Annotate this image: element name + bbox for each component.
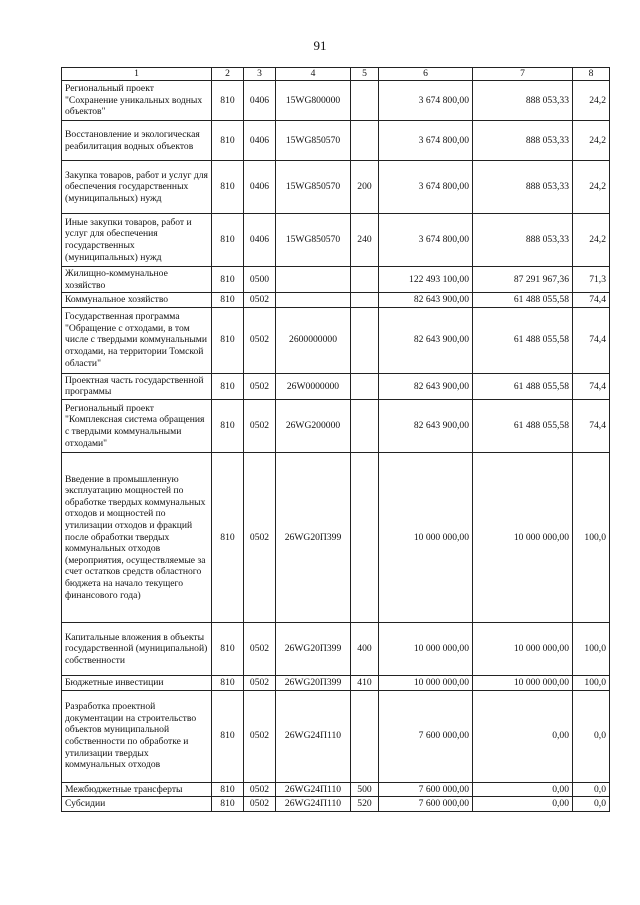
col-header-5: 5 [351,68,379,81]
col-header-6: 6 [379,68,473,81]
row-percent: 24,2 [573,161,610,214]
row-target-article [276,267,351,293]
col-header-3: 3 [244,68,276,81]
row-grbs-code: 810 [212,307,244,373]
row-name: Региональный проект "Комплексная система обращения с твердыми коммунальными отходами" [62,399,212,452]
table-row [62,373,610,399]
table-row [62,267,610,293]
col-header-1: 1 [62,68,212,81]
row-section-code: 0406 [244,214,276,267]
row-expense-type: 520 [351,797,379,812]
row-expense-type [351,452,379,622]
budget-table [61,67,610,812]
row-plan-amount: 3 674 800,00 [379,81,473,121]
col-header-4: 4 [276,68,351,81]
table-row [62,293,610,308]
row-fact-amount: 10 000 000,00 [473,452,573,622]
row-grbs-code: 810 [212,675,244,690]
row-name: Региональный проект "Сохранение уникальных водных объектов" [62,81,212,121]
header-row [62,68,610,81]
row-target-article: 26WG20П399 [276,452,351,622]
row-percent: 24,2 [573,214,610,267]
table-row [62,690,610,782]
row-fact-amount: 0,00 [473,797,573,812]
row-fact-amount: 10 000 000,00 [473,622,573,675]
row-percent: 24,2 [573,121,610,161]
row-name: Введение в промышленную эксплуатацию мощностей по обработке твердых коммунальных отходов и мощностей по утилизации отходов и фракций после обработки твердых коммунальных отходов (мероприятия, осуществляемые за счет остатков средств областного бюджета на начало текущего финансового года) [62,452,212,622]
row-fact-amount: 888 053,33 [473,214,573,267]
row-fact-amount: 61 488 055,58 [473,293,573,308]
row-name: Бюджетные инвестиции [62,675,212,690]
table-row [62,622,610,675]
row-percent: 0,0 [573,797,610,812]
row-target-article: 26WG24П110 [276,782,351,797]
row-target-article [276,293,351,308]
row-name: Государственная программа "Обращение с отходами, в том числе с твердыми коммунальными отходами, на территории Томской области" [62,307,212,373]
row-expense-type: 200 [351,161,379,214]
row-plan-amount: 3 674 800,00 [379,214,473,267]
row-target-article: 15WG800000 [276,81,351,121]
row-grbs-code: 810 [212,293,244,308]
row-target-article: 15WG850570 [276,121,351,161]
row-section-code: 0406 [244,161,276,214]
row-section-code: 0502 [244,399,276,452]
row-section-code: 0502 [244,293,276,308]
row-expense-type: 410 [351,675,379,690]
row-fact-amount: 888 053,33 [473,121,573,161]
row-grbs-code: 810 [212,267,244,293]
col-header-2: 2 [212,68,244,81]
row-section-code: 0502 [244,452,276,622]
row-plan-amount: 7 600 000,00 [379,797,473,812]
row-grbs-code: 810 [212,452,244,622]
table-row [62,214,610,267]
row-expense-type [351,373,379,399]
row-percent: 74,4 [573,307,610,373]
row-target-article: 26WG200000 [276,399,351,452]
row-section-code: 0502 [244,797,276,812]
row-plan-amount: 7 600 000,00 [379,782,473,797]
row-percent: 100,0 [573,622,610,675]
row-percent: 74,4 [573,293,610,308]
row-percent: 74,4 [573,399,610,452]
row-fact-amount: 0,00 [473,782,573,797]
table-row [62,161,610,214]
col-header-8: 8 [573,68,610,81]
row-percent: 24,2 [573,81,610,121]
row-target-article: 26W0000000 [276,373,351,399]
row-grbs-code: 810 [212,399,244,452]
table-row [62,675,610,690]
row-section-code: 0502 [244,690,276,782]
row-percent: 0,0 [573,782,610,797]
table-row [62,452,610,622]
row-expense-type: 400 [351,622,379,675]
row-name: Восстановление и экологическая реабилитация водных объектов [62,121,212,161]
row-expense-type [351,307,379,373]
row-name: Субсидии [62,797,212,812]
row-expense-type [351,121,379,161]
row-section-code: 0406 [244,121,276,161]
col-header-7: 7 [473,68,573,81]
row-percent: 71,3 [573,267,610,293]
row-expense-type: 240 [351,214,379,267]
row-plan-amount: 7 600 000,00 [379,690,473,782]
row-fact-amount: 87 291 967,36 [473,267,573,293]
row-target-article: 26WG24П110 [276,690,351,782]
row-section-code: 0502 [244,782,276,797]
row-target-article: 2600000000 [276,307,351,373]
row-section-code: 0500 [244,267,276,293]
row-expense-type [351,81,379,121]
row-name: Межбюджетные трансферты [62,782,212,797]
row-percent: 100,0 [573,675,610,690]
row-target-article: 26WG20П399 [276,675,351,690]
row-percent: 74,4 [573,373,610,399]
row-percent: 100,0 [573,452,610,622]
row-fact-amount: 61 488 055,58 [473,373,573,399]
row-target-article: 26WG20П399 [276,622,351,675]
row-plan-amount: 3 674 800,00 [379,161,473,214]
table-row [62,121,610,161]
row-fact-amount: 888 053,33 [473,81,573,121]
row-grbs-code: 810 [212,161,244,214]
row-plan-amount: 10 000 000,00 [379,675,473,690]
row-expense-type [351,267,379,293]
row-grbs-code: 810 [212,622,244,675]
row-plan-amount: 82 643 900,00 [379,399,473,452]
table-row [62,307,610,373]
row-plan-amount: 82 643 900,00 [379,373,473,399]
row-plan-amount: 10 000 000,00 [379,622,473,675]
row-name: Разработка проектной документации на строительство объектов муниципальной собственности по обработке и утилизации твердых коммунальных отходов [62,690,212,782]
row-name: Коммунальное хозяйство [62,293,212,308]
row-fact-amount: 0,00 [473,690,573,782]
row-section-code: 0502 [244,675,276,690]
row-section-code: 0502 [244,622,276,675]
row-plan-amount: 122 493 100,00 [379,267,473,293]
table-row [62,797,610,812]
row-expense-type: 500 [351,782,379,797]
row-plan-amount: 10 000 000,00 [379,452,473,622]
row-plan-amount: 3 674 800,00 [379,121,473,161]
row-section-code: 0502 [244,373,276,399]
row-target-article: 26WG24П110 [276,797,351,812]
row-fact-amount: 888 053,33 [473,161,573,214]
row-name: Иные закупки товаров, работ и услуг для обеспечения государственных (муниципальных) нужд [62,214,212,267]
row-expense-type [351,399,379,452]
row-grbs-code: 810 [212,373,244,399]
row-grbs-code: 810 [212,121,244,161]
row-section-code: 0406 [244,81,276,121]
row-grbs-code: 810 [212,782,244,797]
row-fact-amount: 10 000 000,00 [473,675,573,690]
row-fact-amount: 61 488 055,58 [473,307,573,373]
table-row [62,782,610,797]
table-row [62,81,610,121]
row-fact-amount: 61 488 055,58 [473,399,573,452]
row-name: Закупка товаров, работ и услуг для обеспечения государственных (муниципальных) нужд [62,161,212,214]
row-grbs-code: 810 [212,690,244,782]
row-grbs-code: 810 [212,81,244,121]
row-expense-type [351,690,379,782]
row-percent: 0,0 [573,690,610,782]
row-grbs-code: 810 [212,214,244,267]
row-name: Проектная часть государственной программы [62,373,212,399]
row-plan-amount: 82 643 900,00 [379,307,473,373]
row-section-code: 0502 [244,307,276,373]
row-target-article: 15WG850570 [276,161,351,214]
page-number: 91 [313,38,327,53]
row-target-article: 15WG850570 [276,214,351,267]
row-grbs-code: 810 [212,797,244,812]
table-row [62,399,610,452]
table-body [62,81,610,812]
row-plan-amount: 82 643 900,00 [379,293,473,308]
row-name: Капитальные вложения в объекты государственной (муниципальной) собственности [62,622,212,675]
row-name: Жилищно-коммунальное хозяйство [62,267,212,293]
row-expense-type [351,293,379,308]
